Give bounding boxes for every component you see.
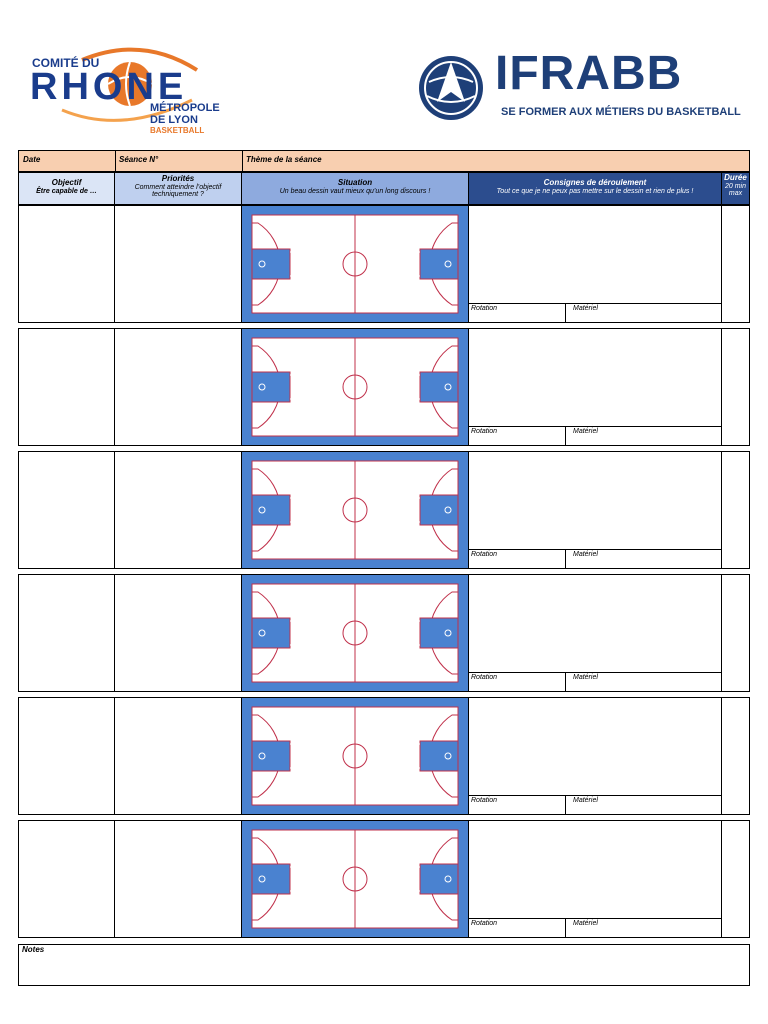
ifrabb-tagline: SE FORMER AUX MÉTIERS DU BASKETBALL [501,106,741,118]
exercise-row [18,205,750,323]
objectif-cell[interactable] [18,205,115,323]
consignes-cell[interactable] [468,574,722,692]
comite-rhone-logo [22,40,232,140]
consignes-cell[interactable] [468,451,722,569]
rotation-label: Rotation [471,797,498,804]
rotation-label: Rotation [471,674,498,681]
consignes-cell[interactable] [468,328,722,446]
duree-title: Durée [724,173,747,182]
basketball-court-icon [246,578,464,688]
exercise-row [18,697,750,815]
materiel-label: Matériel [573,797,598,804]
logo-text-lyon: DE LYON [150,114,198,126]
situation-cell[interactable] [241,205,469,323]
rotation-label: Rotation [471,920,498,927]
duree-cell[interactable] [721,820,750,938]
date-label: Date [23,155,41,164]
consignes-cell[interactable] [468,820,722,938]
duree-cell[interactable] [721,328,750,446]
duree-cell[interactable] [721,697,750,815]
situation-header [241,172,469,205]
notes-label: Notes [22,945,45,954]
basketball-court-icon [246,455,464,565]
objectif-cell[interactable] [18,328,115,446]
consignes-title: Consignes de déroulement [543,178,647,187]
priorites-cell[interactable] [114,328,242,446]
basketball-court-icon [246,824,464,934]
notes-box[interactable] [18,944,750,986]
priorites-title: Priorités [161,174,195,183]
seance-label: Séance N° [119,155,159,164]
priorites-cell[interactable] [114,820,242,938]
objectif-title: Objectif [51,178,82,187]
situation-cell[interactable] [241,574,469,692]
duree-header [721,172,750,205]
duree-cell[interactable] [721,451,750,569]
materiel-label: Matériel [573,305,598,312]
logo-text-comite: COMITÉ DU [32,56,100,70]
theme-label: Thème de la séance [246,155,322,164]
exercise-row [18,820,750,938]
exercise-row [18,451,750,569]
duree-cell[interactable] [721,205,750,323]
priorites-header [114,172,242,205]
materiel-label: Matériel [573,674,598,681]
priorites-sub: Comment atteindre l’objectif techniquement ? [134,183,222,199]
priorites-cell[interactable] [114,205,242,323]
situation-cell[interactable] [241,451,469,569]
materiel-label: Matériel [573,551,598,558]
session-header-row [18,150,750,172]
basketball-court-icon [246,701,464,811]
objectif-sub: Être capable de … [36,187,97,195]
exercise-row [18,574,750,692]
logo-text-metropole: MÉTROPOLE [150,102,220,114]
logo-text-rhone: RHONE [30,66,188,108]
materiel-label: Matériel [573,428,598,435]
ifrabb-ball-icon [415,52,487,128]
rotation-label: Rotation [471,428,498,435]
duree-cell[interactable] [721,574,750,692]
consignes-header [468,172,722,205]
consignes-sub: Tout ce que je ne peux pas mettre sur le dessin et rien de plus ! [496,187,694,195]
logo-text-basketball: BASKETBALL [150,126,205,135]
objectif-header [18,172,115,205]
priorites-cell[interactable] [114,451,242,569]
situation-cell[interactable] [241,820,469,938]
ifrabb-name: IFRABB [495,47,683,100]
objectif-cell[interactable] [18,574,115,692]
basketball-court-icon [246,209,464,319]
objectif-cell[interactable] [18,820,115,938]
consignes-cell[interactable] [468,697,722,815]
objectif-cell[interactable] [18,697,115,815]
ifrabb-logo [415,48,745,128]
basketball-court-icon [246,332,464,442]
situation-title: Situation [337,178,373,187]
exercise-row [18,328,750,446]
rotation-label: Rotation [471,305,498,312]
priorites-cell[interactable] [114,574,242,692]
materiel-label: Matériel [573,920,598,927]
rotation-label: Rotation [471,551,498,558]
objectif-cell[interactable] [18,451,115,569]
priorites-cell[interactable] [114,697,242,815]
duree-sub: 20 min max [724,182,746,198]
situation-cell[interactable] [241,697,469,815]
situation-cell[interactable] [241,328,469,446]
situation-sub: Un beau dessin vaut mieux qu’un long discours ! [279,187,431,195]
consignes-cell[interactable] [468,205,722,323]
